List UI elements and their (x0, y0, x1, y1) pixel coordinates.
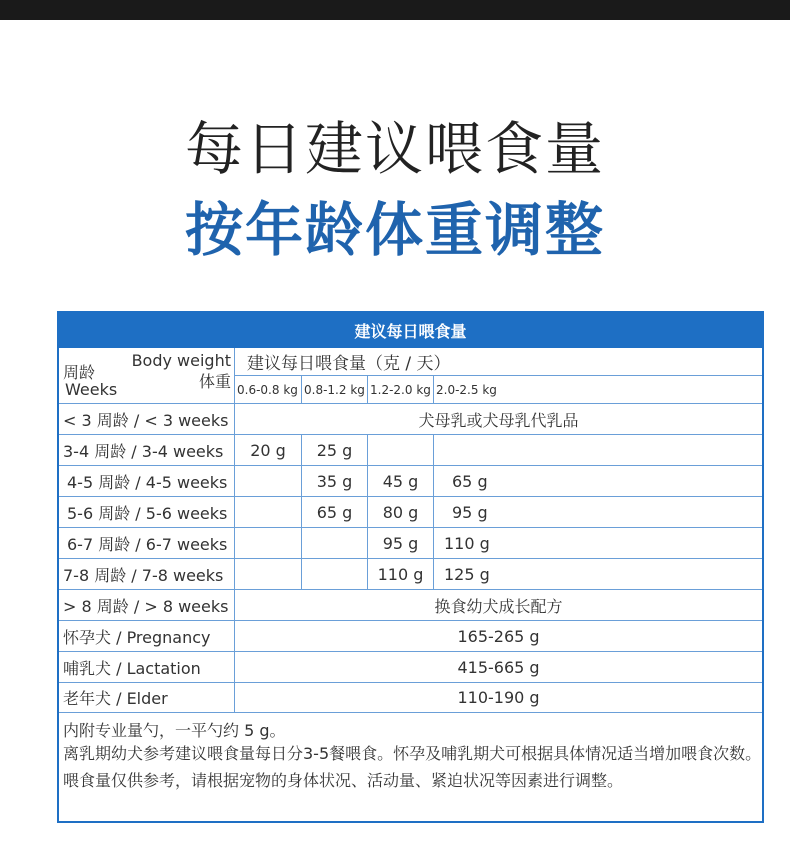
row-label: 怀孕犬 / Pregnancy (59, 621, 235, 652)
row-value (235, 466, 302, 497)
note-line: 喂食量仅供参考，请根据宠物的身体状况、活动量、紧迫状况等因素进行调整。 (63, 771, 624, 790)
row-value (235, 528, 302, 559)
corner-age-zh: 周龄 (63, 363, 96, 382)
row-value: 125 g (434, 559, 762, 590)
amount-header: 建议每日喂食量（克 / 天） (235, 348, 762, 376)
row-value (302, 559, 368, 590)
table-header: 建议每日喂食量 (59, 313, 762, 348)
row-value: 65 g (302, 497, 368, 528)
row-label: 老年犬 / Elder (59, 683, 235, 713)
page-title: 每日建议喂食量 (184, 115, 605, 183)
row-span-value: 110-190 g (235, 683, 762, 713)
row-label: 6-7 周龄 / 6-7 weeks (59, 528, 235, 559)
row-span-value: 415-665 g (235, 652, 762, 683)
row-label: 4-5 周龄 / 4-5 weeks (59, 466, 235, 497)
page-subtitle: 按年龄体重调整 (184, 196, 605, 264)
row-value: 95 g (434, 497, 762, 528)
weight-header-1: 0.6-0.8 kg (235, 376, 302, 404)
row-span-value: 165-265 g (235, 621, 762, 652)
row-value: 110 g (434, 528, 762, 559)
weight-header-2: 0.8-1.2 kg (302, 376, 368, 404)
corner-age-en: Weeks (65, 380, 118, 399)
row-value (235, 559, 302, 590)
weight-header-4: 2.0-2.5 kg (434, 376, 762, 404)
row-label: < 3 周龄 / < 3 weeks (59, 404, 235, 435)
row-value: 110 g (368, 559, 434, 590)
row-label: 7-8 周龄 / 7-8 weeks (59, 559, 235, 590)
note-line: 内附专业量勺，一平勺约 5 g。 (63, 721, 286, 740)
row-value: 65 g (434, 466, 762, 497)
feeding-table (57, 311, 764, 823)
weight-header-3: 1.2-2.0 kg (368, 376, 434, 404)
row-label: 哺乳犬 / Lactation (59, 652, 235, 683)
row-span-value: 犬母乳或犬母乳代乳品 (235, 404, 762, 435)
row-value: 80 g (368, 497, 434, 528)
corner-weight-zh: 体重 (198, 372, 231, 391)
row-value: 45 g (368, 466, 434, 497)
top-bar (0, 0, 790, 20)
row-value (434, 435, 762, 466)
row-span-value: 换食幼犬成长配方 (235, 590, 762, 621)
row-value (235, 497, 302, 528)
row-label: 5-6 周龄 / 5-6 weeks (59, 497, 235, 528)
corner-weight-en: Body weight (131, 351, 231, 370)
corner-cell (59, 348, 235, 404)
row-value (302, 528, 368, 559)
notes-section (59, 713, 762, 821)
row-value (368, 435, 434, 466)
row-value: 95 g (368, 528, 434, 559)
note-line: 离乳期幼犬参考建议喂食量每日分3-5餐喂食。怀孕及哺乳期犬可根据具体情况适当增加喂食次数。 (63, 744, 762, 763)
row-value: 20 g (235, 435, 302, 466)
row-label: > 8 周龄 / > 8 weeks (59, 590, 235, 621)
row-label: 3-4 周龄 / 3-4 weeks (59, 435, 235, 466)
row-value: 35 g (302, 466, 368, 497)
row-value: 25 g (302, 435, 368, 466)
